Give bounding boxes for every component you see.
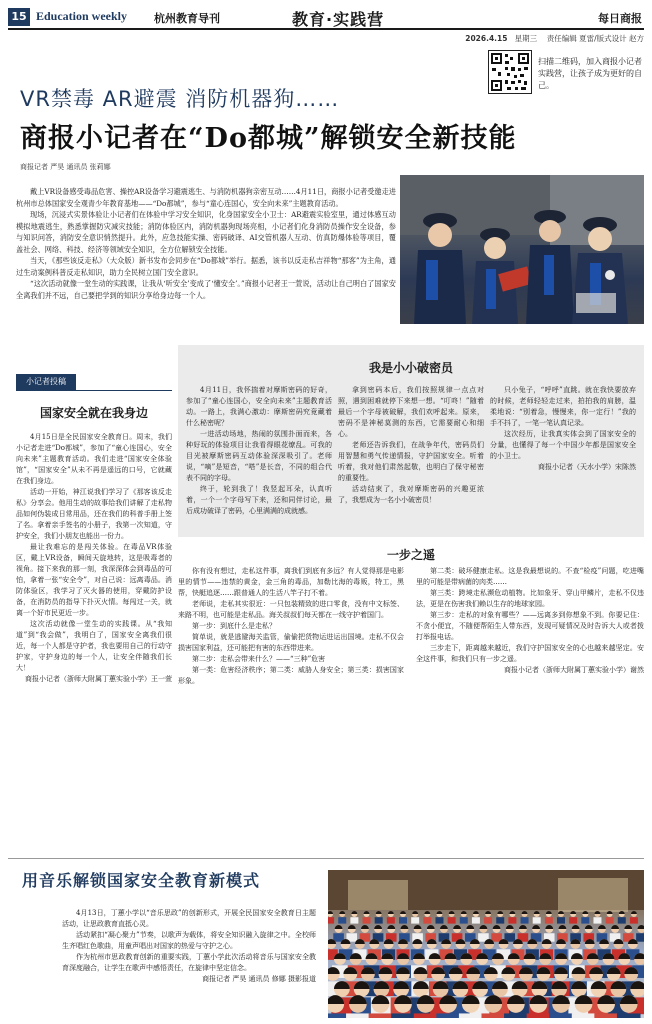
box-paragraph: 只小兔子，“呼呼”直跳。就在我快要放弃的时候，老师轻轻走过来，拍拍我的肩膀，温柔地说：“别着急，慢慢来，你一定行！”我的手不抖了，一笔一笔认真记录。 <box>490 386 636 427</box>
audience-crowd <box>328 911 644 1018</box>
box-paragraph: 活动结束了，我对摩斯密码的兴趣更浓了，我想成为一名小小破密员！ <box>338 485 484 504</box>
box-signature: 商报小记者（天水小学）宋陈然 <box>538 463 636 471</box>
article-byline: 商报记者 严昊 通讯员 张莉娜 <box>20 163 111 171</box>
box-title: 我是小小破密员 <box>368 361 453 375</box>
essay-paragraph: 第三类：跨境走私濒危动植物。比如象牙、穿山甲鳞片，走私不仅违法，更是在伤害我们赖以生存的地球家园。 <box>416 589 644 608</box>
issue-date: 2026.4.15 <box>465 34 508 43</box>
lead-paragraph: “这次活动就像一堂生动的实践课，让我从‘听安全’变成了‘懂安全’。”商报小记者王一萱说，活动让自己明白了国家安全离我们并不远，自己要把学到的知识分享给身边每一个人。 <box>16 279 396 300</box>
column-tag: 小记者投稿 <box>16 374 76 390</box>
bottom-paragraph: 活动紧扣“凝心聚力”节奏，以歌声为载体，将安全知识融入旋律之中。全校师生齐唱红色歌曲，用童声唱出对国家的热爱与守护之心。 <box>62 931 316 950</box>
issue-weekday: 星期三 <box>514 34 538 43</box>
essay-paragraph: 你有没有想过，走私这件事，离我们到底有多远？有人觉得那是电影里的情节——违禁的黄金，金三角的毒品，加勒比海的毒贩，特工，黑帮，快艇追逐……跟普通人的生活八竿子打不着。 <box>178 567 404 597</box>
left-article-body <box>16 432 172 850</box>
column-rule <box>16 390 172 391</box>
essay-paragraph: 简单说，就是逃避海关监管，偷偷把货物运进运出国境。走私不仅会损害国家利益，还可能把有害的东西带进来。 <box>178 633 404 652</box>
lead-paragraph: 戴上VR设备感受毒品危害、操控AR设备学习避震逃生、与消防机器狗亲密互动……4月11日，商报小记者受邀走进杭州市总体国家安全观青少年教育基地——“Do都城”，参与“童心连国心，安全向未来”主题教育活动。 <box>16 187 396 208</box>
article-lead <box>16 186 396 364</box>
left-signature: 商报小记者（浙师大附属丁蕙实验小学）王一萱 <box>25 675 172 683</box>
lead-paragraph: 现场，沉浸式实景体验让小记者们在体验中学习安全知识，化身国家安全小卫士：AR避震实验室里，通过体感互动模拟地震逃生，熟悉掌握防灾减灾技能；消防体验区内，消防机器狗现场亮相，小记者们化身消防员操作安全设备，参与知识问答，消防安全意识悄然提升。此外，应急技能实操、密码破译、AI交管机器人互动、仿真防爆体验等项目，覆盖社会、网络、科技、经济等领域安全知识，全方位解锁安全技能。 <box>16 210 396 254</box>
box-paragraph: 老师还告诉我们，在战争年代，密码员们用智慧和勇气传递情报，守护国家安全。听着听着，我对他们肃然起敬，也明白了保守秘密的重要性。 <box>338 441 484 482</box>
issue-meta <box>298 33 644 44</box>
page-header <box>8 6 644 30</box>
section-divider <box>8 858 644 859</box>
box-paragraph: 4月11日，我怀揣着对摩斯密码的好奇，参加了“童心连国心，安全向未来”主题教育活动。一路上，我满心激动：摩斯密码究竟藏着什么秘密呢？ <box>186 386 332 427</box>
highlight-box <box>178 345 644 537</box>
essay-paragraph: 第一类：危害经济秩序；第二类：威胁人身安全；第三类：损害国家形象。 <box>178 666 404 685</box>
bottom-signature: 商报记者 严昊 通讯员 修娜 摄影报道 <box>202 975 316 983</box>
lead-paragraph: 当天，《那些该反走私》（大众版）新书发布会同步在“Do都城”举行。据悉，该书以反走私吉祥物“那客”为主角，通过生动案例科普反走私知识，助力全民树立国门安全意识。 <box>16 256 396 277</box>
left-article-title: 国家安全就在我身边 <box>39 406 148 420</box>
essay-column <box>416 566 644 852</box>
box-column <box>490 385 636 533</box>
essay-column <box>178 566 404 852</box>
bottom-article-title: 用音乐解锁国家安全教育新模式 <box>22 871 261 890</box>
event-photo-auditorium <box>328 870 644 1018</box>
box-column <box>338 385 484 533</box>
left-paragraph: 这次活动就像一堂生动的实践课。从“我知道”到“我会做”，我明白了，国家安全离我们很近，每一个人都是守护者，我也要用自己的行动守护家，守护身边的每一个人，让安全伴随我们长大！ <box>16 620 172 672</box>
brand-english: Education weekly <box>36 9 128 23</box>
event-photo-students <box>400 175 644 324</box>
left-paragraph: 活动一开始，神江说我们学习了《那客该反走私》分享会。他用生动的故事给我们讲解了走私物品如何伪装成日常用品，还在我们的科普手册上签了名。拿着亲手签名的小册子，我第一次知道，守护安全，我们小朋友也能出一份力。 <box>16 488 172 540</box>
bottom-paragraph: 作为杭州市思政教育创新的重要实践，丁蕙小学此次活动将音乐与国家安全教育深度融合，让学生在歌声中感悟责任，在旋律中坚定信念。 <box>62 953 316 972</box>
essay-paragraph: 第一步：到底什么是走私？ <box>192 622 276 630</box>
essay-paragraph: 第二步：走私会带来什么？——“三种”危害 <box>192 655 326 663</box>
box-column <box>186 385 332 533</box>
bottom-paragraph: 4月13日，丁蕙小学以“音乐思政”的创新形式，开展全民国家安全教育日主题活动，让思政教育直抵心灵。 <box>62 909 316 928</box>
box-paragraph: 这次经历，让我真实体会到了国家安全的分量，也懂得了每一个中国少年都是国家安全的小卫士。 <box>490 430 636 460</box>
essay-title: 一步之遥 <box>386 548 435 562</box>
essay-paragraph: 老师说，走私其实很近：一只包装精致的进口零食，没有中文标签、来路不明，也可能是走私品。海关叔叔们每天都在一线守护着国门。 <box>178 600 404 619</box>
brand-chinese: 杭州教育导刊 <box>154 12 220 25</box>
article-kicker: VR禁毒 AR避震 消防机器狗…… <box>20 87 340 111</box>
essay-signature: 商报小记者（浙师大附属丁蕙实验小学）谢然 <box>504 666 644 674</box>
box-paragraph: 终于，轮到我了！我竖起耳朵，认真听着，一个一个字母写下来，还和同伴讨论，最后成功破译了密码，心里满满的成就感。 <box>186 485 332 515</box>
qr-caption: 扫描二维码，加入商报小记者实践营，让孩子成为更好的自己。 <box>538 57 642 90</box>
newspaper-name: 每日商报 <box>598 12 642 25</box>
box-paragraph: 一进活动场地，热闹的氛围扑面而来，各种好玩的体验项目让我看得眼花缭乱。可我的目光被摩斯密码互动体验深深吸引了。老师说，“嘀”是短音，“嗒”是长音，不同的组合代表不同的字母。 <box>186 430 332 482</box>
qr-code-icon[interactable] <box>488 50 532 94</box>
left-paragraph: 4月15日是全民国家安全教育日。周末，我们小记者走进“Do都城”，参加了“童心连国心，安全向未来”主题教育活动。我们走进“国家安全体验馆”，“国家安全”从未不再是遥远的口号，它就藏在我们身边。 <box>16 433 172 485</box>
essay-paragraph: 三步走下，距离越来越近，我们守护国家安全的心也越来越坚定。安全这件事，和我们只有一步之遥。 <box>416 644 644 663</box>
essay-paragraph: 第二类：破坏健康走私。这是我最想说的。不查“检疫”问题，吃进嘴里的可能是带病菌的肉类…… <box>416 567 644 586</box>
page-number: 15 <box>8 8 30 26</box>
box-paragraph: 拿到密码本后，我们按照规律一点点对照，遇到困难就停下来想一想。“叮咚！”随着最后一个字母被破解，我们欢呼起来。原来，密码不是神秘莫测的东西，它需要耐心和细心。 <box>338 386 484 438</box>
essay-paragraph: 第三步：走私的对象有哪些？——远离多到你想象不到。你要记住：不贪小便宜，不随便帮陌生人带东西，发现可疑情况及时告诉大人或者拨打举报电话。 <box>416 611 644 641</box>
section-title: 教育·实践营 <box>292 10 385 29</box>
article-headline: 商报小记者在“Do都城”解锁安全新技能 <box>20 123 517 154</box>
bottom-article-body <box>62 908 316 1016</box>
left-paragraph: 最让我难忘的是闯关体验。在毒品VR体验区，戴上VR设备，瞬间天旋地转，这是吸毒者的视角。接下来我的那一刻，我深深体会到毒品的可怕，拿着一张“安全令”，对自己说：远离毒品。消防体验区，我学习了灭火器的使用，穿戴防护设备，在消防员的指导下扑灭火情。每闯过一关，就离一个好市民更近一步。 <box>16 543 172 617</box>
editor-credit: 责任编辑 夏雷/版式设计 赵方 <box>546 34 644 43</box>
